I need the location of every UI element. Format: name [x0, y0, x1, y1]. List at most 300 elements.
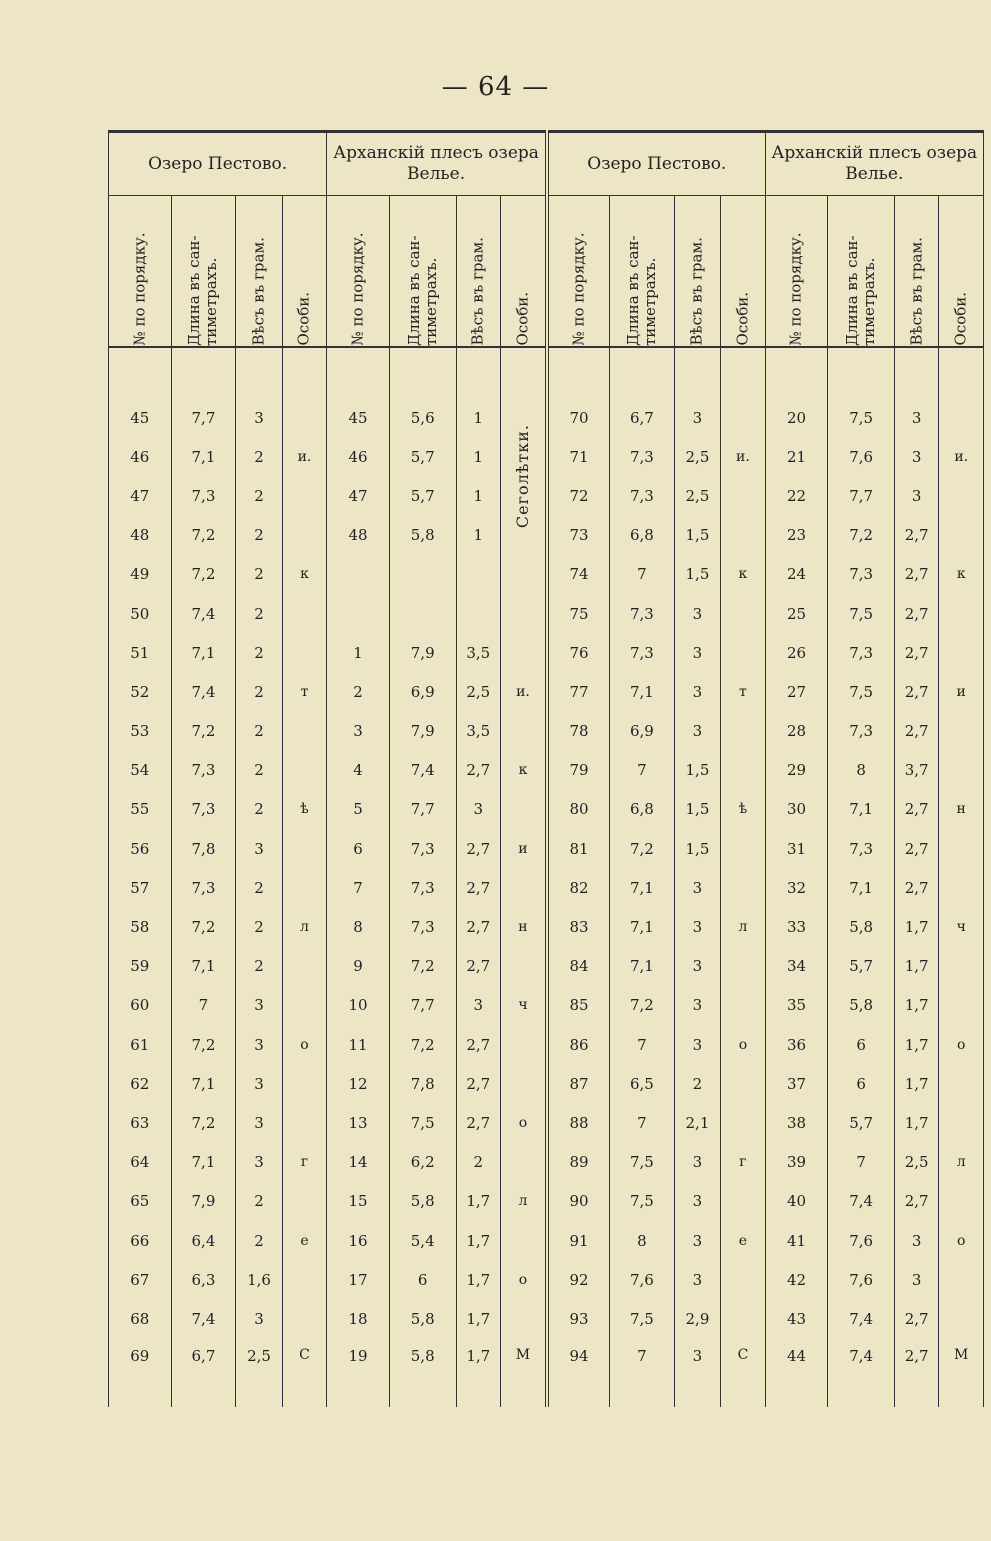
col-header-specimens: Особи.	[282, 196, 326, 348]
cell-number: 10	[327, 986, 390, 1025]
cell-length: 7,1	[610, 907, 675, 946]
cell-length: 7,5	[828, 398, 895, 437]
cell-weight: 1,5	[674, 555, 720, 594]
cell-number: 76	[547, 633, 610, 672]
cell-weight: 1,7	[456, 1260, 500, 1299]
cell-number: 7	[327, 868, 390, 907]
annotation-letter: и	[500, 829, 546, 868]
table-row	[109, 1221, 984, 1260]
table-row	[109, 751, 984, 790]
cell-number: 25	[765, 594, 828, 633]
table-row	[109, 437, 984, 476]
cell-length: 7,5	[610, 1182, 675, 1221]
col-header-number: № по порядку.	[327, 196, 390, 348]
cell-length	[389, 555, 456, 594]
cell-number: 92	[547, 1260, 610, 1299]
cell-weight: 2	[236, 712, 282, 751]
cell-weight: 2,5	[894, 1143, 938, 1182]
cell-number: 56	[109, 829, 172, 868]
annotation-letter: о	[939, 1025, 984, 1064]
cell-number: 62	[109, 1064, 172, 1103]
group-header-row	[109, 132, 984, 196]
cell-weight: 2,7	[456, 1064, 500, 1103]
annotation-letter	[282, 1064, 326, 1103]
cell-weight: 1,7	[894, 986, 938, 1025]
cell-weight: 2,7	[456, 1103, 500, 1142]
cell-weight: 2	[236, 751, 282, 790]
cell-length: 7,8	[389, 1064, 456, 1103]
cell-number: 47	[109, 476, 172, 515]
cell-length: 7	[610, 1339, 675, 1407]
cell-number: 16	[327, 1221, 390, 1260]
cell-length: 7,1	[171, 947, 236, 986]
annotation-letter	[939, 868, 984, 907]
cell-weight: 3	[674, 712, 720, 751]
cell-weight: 1,7	[894, 947, 938, 986]
annotation-letter	[721, 633, 765, 672]
cell-length: 7,2	[171, 1025, 236, 1064]
annotation-letter: ѣ	[721, 790, 765, 829]
spacer-cell	[765, 347, 828, 398]
cell-length: 7,8	[171, 829, 236, 868]
annotation-letter	[939, 1299, 984, 1338]
annotation-letter	[282, 751, 326, 790]
cell-weight: 3	[674, 633, 720, 672]
cell-length: 6,4	[171, 1221, 236, 1260]
cell-length: 6,9	[389, 672, 456, 711]
annotation-letter: т	[721, 672, 765, 711]
annotation-letter	[939, 751, 984, 790]
cell-weight: 1,7	[894, 907, 938, 946]
cell-number: 77	[547, 672, 610, 711]
table-row	[109, 398, 984, 437]
spacer-cell	[721, 347, 765, 398]
cell-length: 6,2	[389, 1143, 456, 1182]
cell-number: 49	[109, 555, 172, 594]
spacer-cell	[109, 347, 172, 398]
cell-length: 7,5	[610, 1143, 675, 1182]
annotation-letter: л	[939, 1143, 984, 1182]
cell-number: 63	[109, 1103, 172, 1142]
annotation-letter	[282, 829, 326, 868]
cell-weight: 3	[674, 1025, 720, 1064]
annotation-letter	[939, 1260, 984, 1299]
cell-length: 7,3	[828, 712, 895, 751]
cell-number: 78	[547, 712, 610, 751]
col-header-weight: Вѣсъ въ грам.	[674, 196, 720, 348]
col-header-specimens: Особи.	[500, 196, 546, 348]
cell-weight: 1,6	[236, 1260, 282, 1299]
cell-weight: 2	[236, 437, 282, 476]
cell-length: 7,6	[828, 1260, 895, 1299]
cell-length: 7,3	[828, 829, 895, 868]
cell-weight: 3	[236, 986, 282, 1025]
cell-length: 7,1	[828, 868, 895, 907]
cell-weight: 3	[236, 1103, 282, 1142]
cell-length: 7,4	[389, 751, 456, 790]
cell-number: 24	[765, 555, 828, 594]
annotation-letter	[500, 594, 546, 633]
cell-weight: 1,7	[456, 1299, 500, 1338]
cell-length: 6,9	[610, 712, 675, 751]
cell-length: 6,7	[171, 1339, 236, 1407]
cell-number: 47	[327, 476, 390, 515]
cell-length: 6,5	[610, 1064, 675, 1103]
cell-weight: 3	[236, 398, 282, 437]
cell-weight: 2	[456, 1143, 500, 1182]
cell-weight: 3	[894, 1221, 938, 1260]
cell-weight: 2,5	[674, 437, 720, 476]
cell-length: 7,3	[828, 633, 895, 672]
cell-length: 7,6	[828, 437, 895, 476]
cell-number: 86	[547, 1025, 610, 1064]
cell-number: 59	[109, 947, 172, 986]
cell-weight: 2,1	[674, 1103, 720, 1142]
data-table-container	[108, 130, 984, 1415]
cell-number: 84	[547, 947, 610, 986]
cell-length: 7,5	[828, 672, 895, 711]
cell-number: 51	[109, 633, 172, 672]
cell-weight: 1	[456, 476, 500, 515]
cell-number: 93	[547, 1299, 610, 1338]
group-title: Арханскій плесъ озера Велье.	[765, 132, 983, 196]
cell-weight: 2	[236, 907, 282, 946]
cell-weight: 3,7	[894, 751, 938, 790]
cell-length: 6	[828, 1025, 895, 1064]
cell-weight: 2	[236, 1221, 282, 1260]
cell-length: 6,7	[610, 398, 675, 437]
page-number: — 64 —	[441, 72, 550, 102]
cell-weight: 2	[236, 790, 282, 829]
cell-number: 23	[765, 516, 828, 555]
cell-number: 50	[109, 594, 172, 633]
annotation-letter: л	[282, 907, 326, 946]
cell-length: 7,2	[171, 1103, 236, 1142]
annotation-letter	[721, 1299, 765, 1338]
annotation-letter: о	[721, 1025, 765, 1064]
cell-number: 54	[109, 751, 172, 790]
table-row	[109, 790, 984, 829]
annotation-letter	[939, 1064, 984, 1103]
cell-number: 12	[327, 1064, 390, 1103]
cell-weight: 2,7	[894, 555, 938, 594]
cell-number: 46	[109, 437, 172, 476]
annotation-letter	[721, 868, 765, 907]
cell-number	[327, 555, 390, 594]
cell-number: 18	[327, 1299, 390, 1338]
cell-number: 67	[109, 1260, 172, 1299]
cell-number: 30	[765, 790, 828, 829]
spacer-cell	[939, 347, 984, 398]
cell-length: 5,7	[389, 476, 456, 515]
col-header-weight: Вѣсъ въ грам.	[894, 196, 938, 348]
cell-weight: 3	[674, 594, 720, 633]
annotation-letter: к	[939, 555, 984, 594]
cell-length: 5,8	[828, 986, 895, 1025]
table-row	[109, 594, 984, 633]
cell-number: 55	[109, 790, 172, 829]
cell-weight: 3	[236, 1143, 282, 1182]
cell-number: 41	[765, 1221, 828, 1260]
cell-length: 7,1	[828, 790, 895, 829]
annotation-letter	[500, 947, 546, 986]
cell-weight: 3	[894, 437, 938, 476]
cell-length: 6,3	[171, 1260, 236, 1299]
cell-length: 5,8	[389, 516, 456, 555]
cell-weight: 1,5	[674, 751, 720, 790]
cell-length: 7,2	[389, 947, 456, 986]
cell-number: 15	[327, 1182, 390, 1221]
cell-weight: 2	[236, 476, 282, 515]
annotation-letter	[500, 1299, 546, 1338]
annotation-letter	[282, 398, 326, 437]
annotation-letter: н	[939, 790, 984, 829]
cell-weight: 2,7	[456, 829, 500, 868]
cell-number: 13	[327, 1103, 390, 1142]
table-row	[109, 829, 984, 868]
cell-number: 65	[109, 1182, 172, 1221]
cell-number: 79	[547, 751, 610, 790]
cell-weight: 2,7	[894, 516, 938, 555]
cell-number: 9	[327, 947, 390, 986]
cell-weight: 1,7	[894, 1064, 938, 1103]
cell-weight: 1,7	[456, 1339, 500, 1407]
annotation-letter: л	[721, 907, 765, 946]
annotation-letter: и.	[721, 437, 765, 476]
cell-length: 7,9	[389, 633, 456, 672]
annotation-letter	[500, 790, 546, 829]
annotation-letter: С	[282, 1339, 326, 1407]
table-row	[109, 712, 984, 751]
cell-weight: 3	[674, 1221, 720, 1260]
annotation-letter: к	[500, 751, 546, 790]
cell-length: 7,2	[171, 516, 236, 555]
cell-weight: 3	[674, 907, 720, 946]
cell-weight: 2,7	[456, 907, 500, 946]
cell-number: 72	[547, 476, 610, 515]
cell-length: 7,7	[389, 986, 456, 1025]
cell-number: 75	[547, 594, 610, 633]
cell-number: 33	[765, 907, 828, 946]
cell-length: 8	[828, 751, 895, 790]
cell-number: 61	[109, 1025, 172, 1064]
cell-number: 11	[327, 1025, 390, 1064]
annotation-letter	[282, 1103, 326, 1142]
cell-weight: 2	[236, 516, 282, 555]
annotation-letter: М	[500, 1339, 546, 1407]
cell-length: 7,2	[389, 1025, 456, 1064]
col-header-length: Длина въ сан- тиметрахъ.	[610, 196, 675, 348]
cell-number: 64	[109, 1143, 172, 1182]
cell-number: 45	[109, 398, 172, 437]
cell-number: 8	[327, 907, 390, 946]
cell-number: 81	[547, 829, 610, 868]
cell-number: 87	[547, 1064, 610, 1103]
cell-weight: 2,7	[894, 1299, 938, 1338]
cell-length: 7,3	[171, 751, 236, 790]
cell-length: 7	[610, 555, 675, 594]
annotation-letter: и.	[500, 672, 546, 711]
cell-number: 89	[547, 1143, 610, 1182]
table-row	[109, 947, 984, 986]
annotation-letter: т	[282, 672, 326, 711]
annotation-letter	[500, 1064, 546, 1103]
col-header-number: № по порядку.	[765, 196, 828, 348]
cell-number: 44	[765, 1339, 828, 1407]
fish-measurement-table	[108, 130, 984, 1407]
cell-length: 7,6	[828, 1221, 895, 1260]
cell-number: 35	[765, 986, 828, 1025]
cell-weight: 2,7	[894, 672, 938, 711]
cell-length: 5,7	[389, 437, 456, 476]
annotation-letter: г	[282, 1143, 326, 1182]
cell-weight: 3	[674, 1339, 720, 1407]
annotation-letter	[939, 633, 984, 672]
col-header-length: Длина въ сан- тиметрахъ.	[828, 196, 895, 348]
cell-number: 19	[327, 1339, 390, 1407]
cell-weight: 3	[674, 1182, 720, 1221]
annotation-letter	[500, 868, 546, 907]
annotation-letter	[282, 947, 326, 986]
cell-weight: 2,7	[894, 868, 938, 907]
cell-number: 4	[327, 751, 390, 790]
cell-weight: 2,7	[894, 1339, 938, 1407]
cell-length: 7,2	[171, 907, 236, 946]
cell-weight: 1	[456, 437, 500, 476]
cell-number: 48	[327, 516, 390, 555]
cell-weight: 2,7	[456, 751, 500, 790]
col-header-length: Длина въ сан- тиметрахъ.	[171, 196, 236, 348]
annotation-letter: о	[939, 1221, 984, 1260]
cell-weight: 1	[456, 398, 500, 437]
annotation-letter	[939, 829, 984, 868]
cell-weight: 3	[236, 1299, 282, 1338]
cell-length: 5,4	[389, 1221, 456, 1260]
annotation-letter	[939, 1182, 984, 1221]
cell-length: 5,8	[828, 907, 895, 946]
cell-length: 8	[610, 1221, 675, 1260]
annotation-letter: ѣ	[282, 790, 326, 829]
cell-number: 1	[327, 633, 390, 672]
table-row	[109, 868, 984, 907]
cell-number: 22	[765, 476, 828, 515]
table-row	[109, 1103, 984, 1142]
annotation-letter: С	[721, 1339, 765, 1407]
cell-number: 73	[547, 516, 610, 555]
spacer-cell	[547, 347, 610, 398]
cell-number: 38	[765, 1103, 828, 1142]
annotation-letter: л	[500, 1182, 546, 1221]
annotation-letter	[282, 1299, 326, 1338]
annotation-letter	[721, 947, 765, 986]
cell-number: 90	[547, 1182, 610, 1221]
table-row	[109, 1299, 984, 1338]
cell-length: 7	[171, 986, 236, 1025]
cell-length	[389, 594, 456, 633]
cell-length: 7,4	[828, 1182, 895, 1221]
cell-weight: 3	[674, 398, 720, 437]
cell-weight: 2	[236, 947, 282, 986]
table-row	[109, 986, 984, 1025]
cell-length: 7,1	[610, 672, 675, 711]
cell-weight: 2,7	[894, 829, 938, 868]
cell-number: 46	[327, 437, 390, 476]
annotation-letter	[500, 1025, 546, 1064]
cell-length: 5,6	[389, 398, 456, 437]
annotation-letter	[939, 594, 984, 633]
table-row	[109, 1182, 984, 1221]
cell-length: 7	[610, 1103, 675, 1142]
annotation-letter	[939, 986, 984, 1025]
annotation-letter	[282, 633, 326, 672]
cell-weight: 2,7	[894, 790, 938, 829]
annotation-letter: ч	[500, 986, 546, 1025]
annotation-letter: о	[282, 1025, 326, 1064]
annotation-letter: о	[500, 1260, 546, 1299]
cell-length: 7,4	[828, 1339, 895, 1407]
spacer-cell	[282, 347, 326, 398]
cell-weight: 3	[894, 1260, 938, 1299]
cell-number: 20	[765, 398, 828, 437]
cell-length: 5,8	[389, 1182, 456, 1221]
cell-number: 43	[765, 1299, 828, 1338]
cell-length: 5,7	[828, 1103, 895, 1142]
spacer-cell	[828, 347, 895, 398]
cell-number: 94	[547, 1339, 610, 1407]
cell-number: 48	[109, 516, 172, 555]
cell-number: 45	[327, 398, 390, 437]
cell-length: 7,3	[610, 437, 675, 476]
cell-number: 31	[765, 829, 828, 868]
cell-weight: 3,5	[456, 633, 500, 672]
cell-weight: 3	[674, 868, 720, 907]
cell-weight: 2	[236, 868, 282, 907]
table-row	[109, 1025, 984, 1064]
cell-length: 7,1	[171, 437, 236, 476]
cell-length: 7,3	[171, 790, 236, 829]
cell-length: 7,5	[610, 1299, 675, 1338]
cell-weight: 3	[674, 986, 720, 1025]
cell-length: 5,7	[828, 947, 895, 986]
annotation-letter: и.	[939, 437, 984, 476]
cell-weight	[456, 594, 500, 633]
annotation-letter	[721, 516, 765, 555]
cell-length: 7,2	[828, 516, 895, 555]
spacer-cell	[610, 347, 675, 398]
cell-number: 3	[327, 712, 390, 751]
cell-length: 7,2	[171, 712, 236, 751]
cell-length: 7,3	[171, 868, 236, 907]
cell-number: 83	[547, 907, 610, 946]
cell-length: 7,2	[610, 829, 675, 868]
cell-length: 7,4	[171, 594, 236, 633]
cell-weight: 3	[674, 1143, 720, 1182]
annotation-letter	[721, 712, 765, 751]
spacer-cell	[389, 347, 456, 398]
cell-weight: 3,5	[456, 712, 500, 751]
annotation-letter	[282, 476, 326, 515]
annotation-letter	[721, 594, 765, 633]
col-header-length: Длина въ сан- тиметрахъ.	[389, 196, 456, 348]
annotation-letter: о	[500, 1103, 546, 1142]
annotation-letter	[939, 476, 984, 515]
table-body	[109, 347, 984, 1407]
col-header-number: № по порядку.	[547, 196, 610, 348]
cell-weight: 1,7	[894, 1103, 938, 1142]
annotation-letter	[721, 829, 765, 868]
table-row	[109, 476, 984, 515]
cell-number: 37	[765, 1064, 828, 1103]
